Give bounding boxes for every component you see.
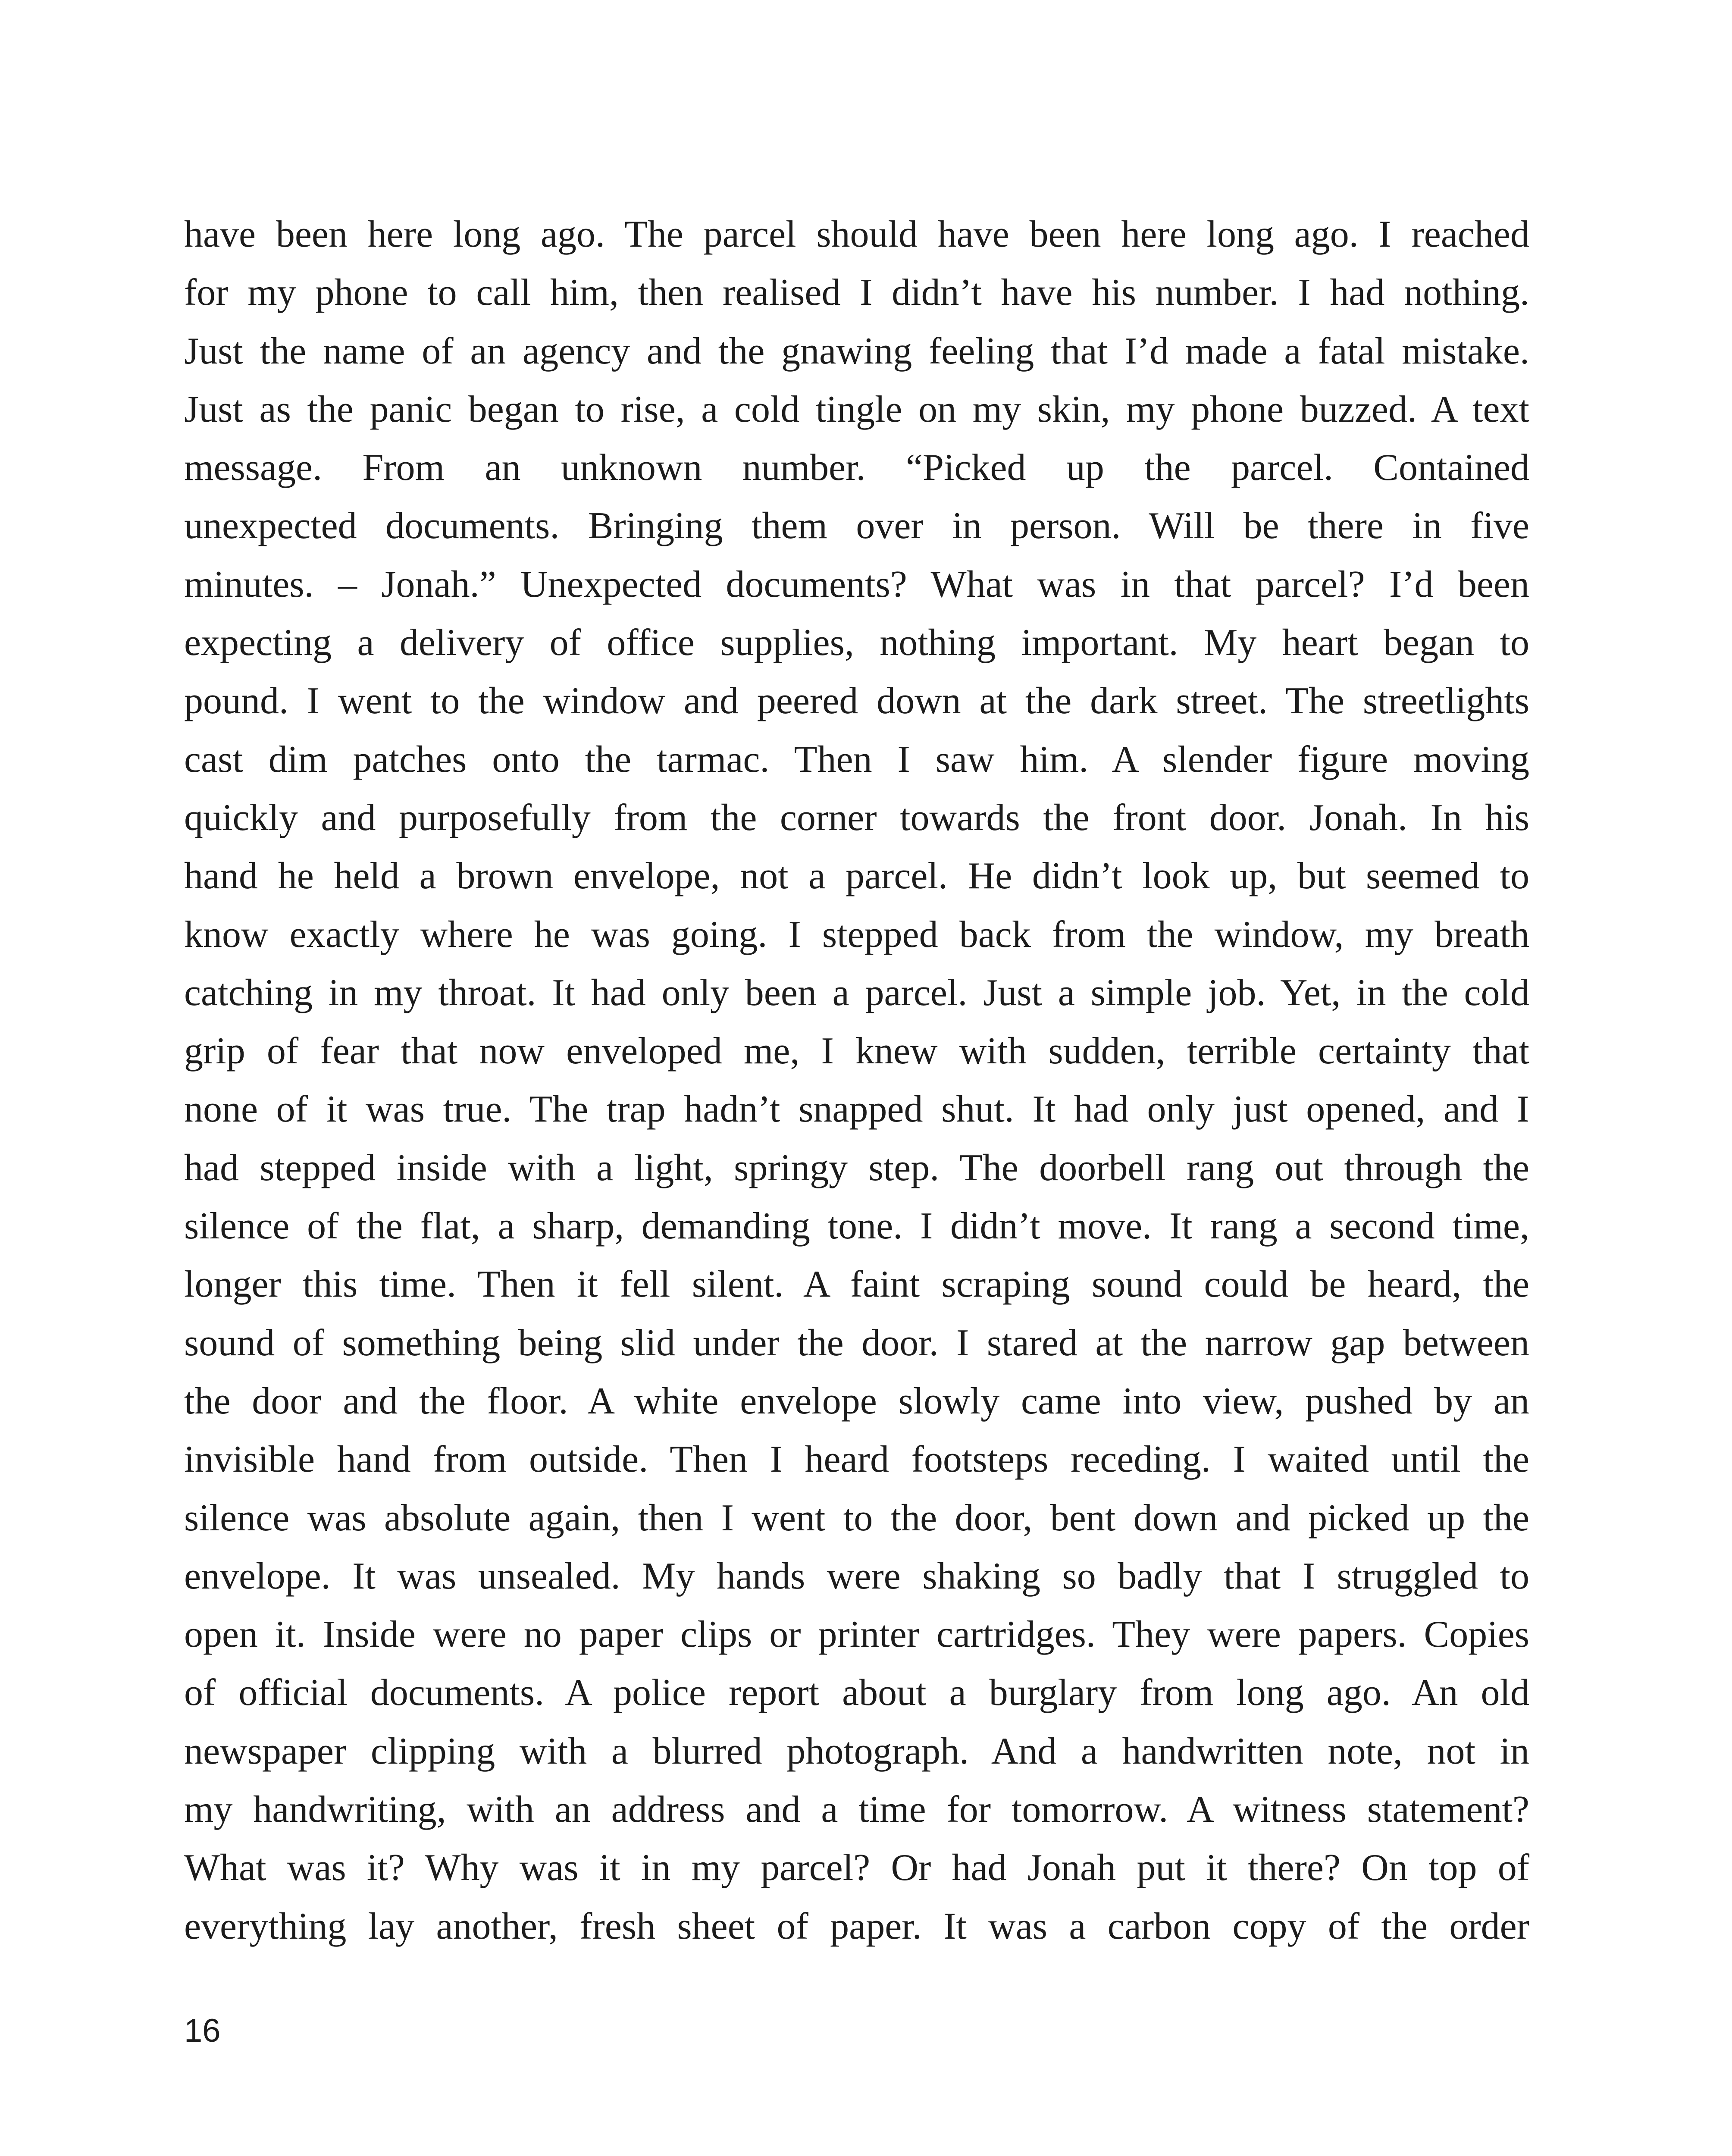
text-line: envelope. It was unsealed. My hands were shaking so badly that I struggled to [184, 1555, 1529, 1597]
text-line: silence was absolute again, then I went to the door, bent down and picked up the [184, 1497, 1529, 1539]
text-line: of official documents. A police report about a burglary from long ago. An old [184, 1672, 1529, 1714]
text-line: Just as the panic began to rise, a cold tingle on my skin, my phone buzzed. A text [184, 388, 1529, 430]
text-line: longer this time. Then it fell silent. A faint scraping sound could be heard, the [184, 1263, 1529, 1306]
text-line: the door and the floor. A white envelope slowly came into view, pushed by an [184, 1380, 1529, 1422]
text-line: grip of fear that now enveloped me, I knew with sudden, terrible certainty that [184, 1030, 1529, 1072]
text-line: expecting a delivery of office supplies, nothing important. My heart began to [184, 622, 1529, 664]
text-line: sound of something being slid under the door. I stared at the narrow gap between [184, 1322, 1529, 1364]
text-line: catching in my throat. It had only been a parcel. Just a simple job. Yet, in the cold [184, 971, 1529, 1014]
text-line: message. From an unknown number. “Picked up the parcel. Contained [184, 447, 1529, 489]
text-line: none of it was true. The trap hadn’t snapped shut. It had only just opened, and I [184, 1088, 1529, 1131]
text-line: pound. I went to the window and peered down at the dark street. The streetlights [184, 680, 1529, 722]
text-line: silence of the flat, a sharp, demanding tone. I didn’t move. It rang a second time, [184, 1205, 1529, 1247]
text-line: everything lay another, fresh sheet of paper. It was a carbon copy of the order [184, 1905, 1529, 1947]
text-line: open it. Inside were no paper clips or printer cartridges. They were papers. Copies [184, 1614, 1529, 1656]
text-line: my handwriting, with an address and a time for tomorrow. A witness statement? [184, 1789, 1529, 1831]
text-line: unexpected documents. Bringing them over in person. Will be there in five [184, 505, 1529, 547]
text-line: quickly and purposefully from the corner towards the front door. Jonah. In his [184, 796, 1529, 839]
text-line: cast dim patches onto the tarmac. Then I saw him. A slender figure moving [184, 738, 1529, 780]
text-line: What was it? Why was it in my parcel? Or had Jonah put it there? On top of [184, 1847, 1529, 1889]
text-line: newspaper clipping with a blurred photograph. And a handwritten note, not in [184, 1730, 1529, 1772]
text-line: had stepped inside with a light, springy step. The doorbell rang out through the [184, 1147, 1529, 1189]
text-line: minutes. – Jonah.” Unexpected documents? What was in that parcel? I’d been [184, 563, 1529, 605]
page-number: 16 [184, 2012, 221, 2049]
text-line: have been here long ago. The parcel should have been here long ago. I reached [184, 213, 1529, 255]
text-line: Just the name of an agency and the gnawing feeling that I’d made a fatal mistake. [184, 330, 1529, 372]
text-line: invisible hand from outside. Then I heard footsteps receding. I waited until the [184, 1438, 1529, 1481]
text-line: hand he held a brown envelope, not a parcel. He didn’t look up, but seemed to [184, 855, 1529, 897]
body-text [184, 205, 1529, 1955]
text-line: know exactly where he was going. I stepped back from the window, my breath [184, 913, 1529, 956]
text-line: for my phone to call him, then realised I didn’t have his number. I had nothing. [184, 272, 1529, 314]
